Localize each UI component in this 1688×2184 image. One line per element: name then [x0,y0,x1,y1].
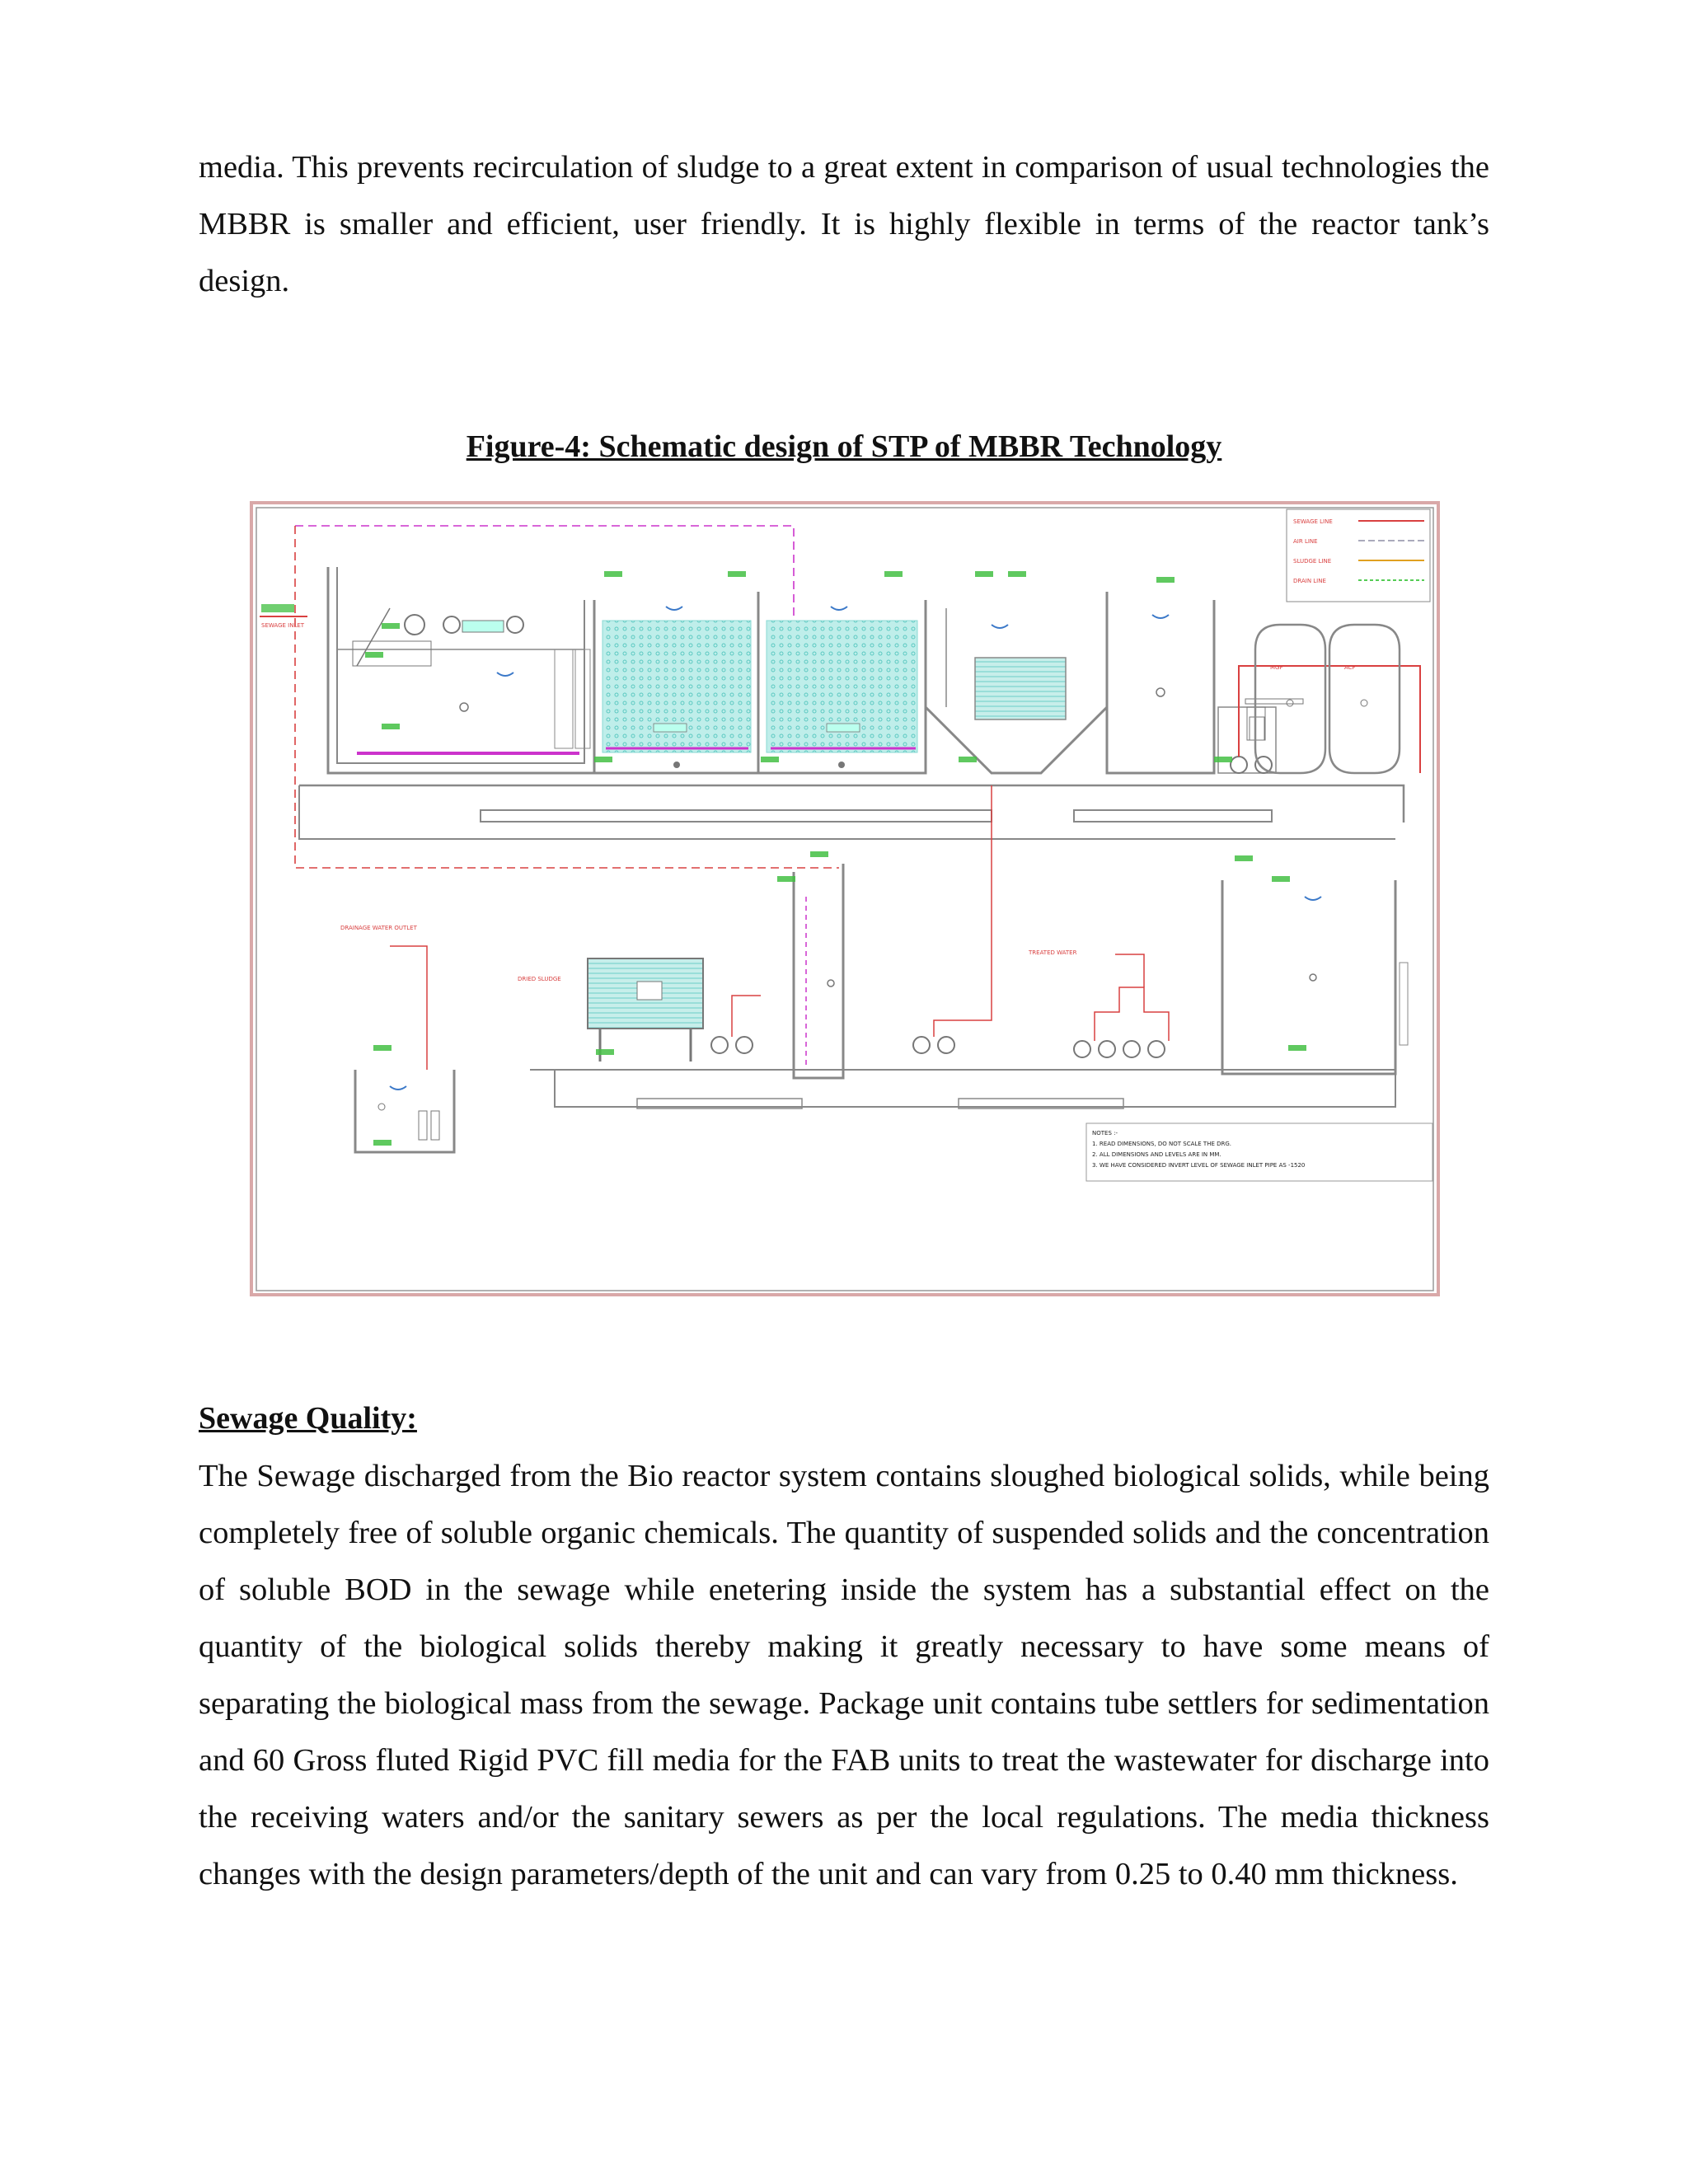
drainage-outlet-label: DRAINAGE WATER OUTLET [340,925,417,931]
figure-caption: Figure-4: Schematic design of STP of MBBR Technology [466,429,1222,464]
legend-sludge: SLUDGE LINE [1293,558,1332,565]
mgf-label: MGF [1270,664,1283,671]
line-legend [1287,509,1430,602]
drawing-notes [1086,1123,1432,1181]
legend-sewage: SEWAGE LINE [1293,518,1333,525]
note-2: 2. ALL DIMENSIONS AND LEVELS ARE IN MM. [1092,1151,1221,1158]
legend-air: AIR LINE [1293,538,1318,545]
acf-label: ACF [1344,664,1356,671]
section-heading: Sewage Quality: [199,1401,417,1436]
notes-title: NOTES :- [1092,1130,1118,1137]
sewage-inlet-label: SEWAGE INLET [261,622,305,629]
note-3: 3. WE HAVE CONSIDERED INVERT LEVEL OF SEWAGE INLET PIPE AS -1520 [1092,1162,1306,1169]
legend-drain: DRAIN LINE [1293,578,1326,584]
stp-schematic-diagram [250,501,1440,1296]
sewage-quality-paragraph: The Sewage discharged from the Bio reactor system contains sloughed biological solids, while being completely free of soluble organic chemicals. The quantity of suspended solids and the concentration of soluble BOD in the sewage while enetering inside the system has a substantial effect on the quantity of the biological solids thereby making it greatly necessary to have some means of separating the biological mass from the sewage. Package unit contains tube settlers for sedimentation and 60 Gross fluted Rigid PVC fill media for the FAB units to treat the wastewater for discharge into the receiving waters and/or the sanitary sewers as per the local regulations. The media thickness changes with the design parameters/depth of the unit and can vary from 0.25 to 0.40 mm thickness. [199,1459,1489,1891]
intro-paragraph: media. This prevents recirculation of sludge to a great extent in comparison of usual technologies the MBBR is smaller and efficient, user friendly. It is highly flexible in terms of the reactor tank’s design. [199,150,1489,298]
dried-sludge-label: DRIED SLUDGE [518,976,561,982]
treated-water-label: TREATED WATER [1029,949,1077,956]
note-1: 1. READ DIMENSIONS, DO NOT SCALE THE DRG. [1092,1141,1232,1147]
